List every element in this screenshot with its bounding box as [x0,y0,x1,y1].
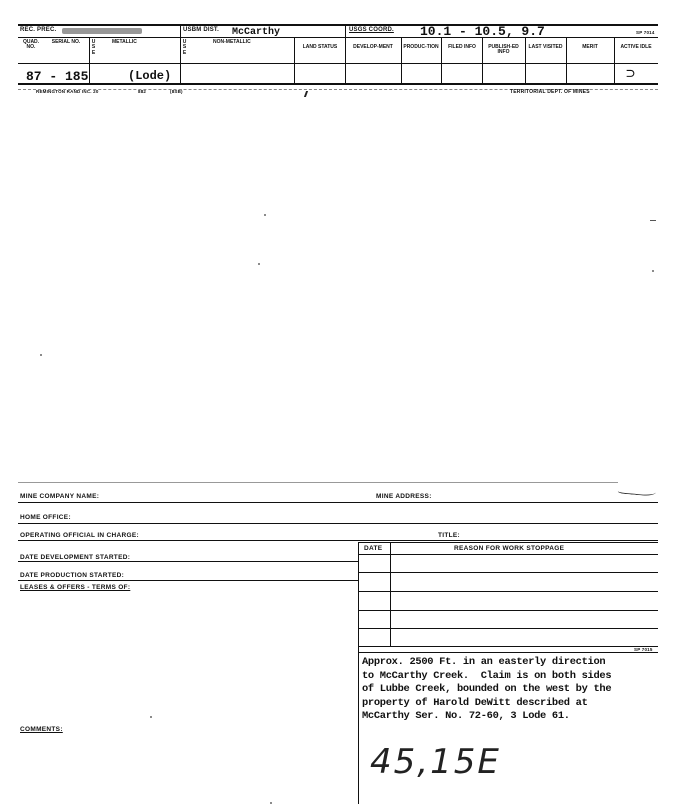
printer-label: REMINGTON RAND INC. 20 [36,89,99,94]
col-last-visited: LAST VISITED [528,44,563,50]
scan-dash [650,220,656,221]
leases-offers-label: LEASES & OFFERS - TERMS OF: [20,584,131,591]
date-production-label: DATE PRODUCTION STARTED: [20,572,125,579]
usbm-dist-value: McCarthy [232,27,281,38]
scan-speck [270,802,272,804]
stoppage-reason-header: REASON FOR WORK STOPPAGE [454,545,565,552]
col-filed-info: FILED INFO [448,44,476,50]
usgs-coord-label: USGS COORD. [349,27,394,33]
col-production: PRODUC-TION [403,44,439,50]
stoppage-date-header: DATE [364,545,383,552]
usgs-coord-value: 10.1 - 10.5, 9.7 [420,24,545,39]
handwritten-note: 45,15E [370,742,501,782]
description-line: of Lubbe Creek, bounded on the west by the [362,683,612,695]
code1-label: 882 [138,89,147,94]
description-line: Approx. 2500 Ft. in an easterly direction [362,656,606,668]
col-metallic: METALLIC [112,39,137,45]
col-serial-no: SERIAL NO. [51,39,81,45]
col-merit: MERIT [582,44,598,50]
tick-mark [304,91,308,97]
col-use-nonmetallic: USE [182,39,187,56]
comments-label: COMMENTS: [20,726,63,733]
code2-label: (8SB) [170,89,183,94]
col-published-info: PUBLISH-ED INFO [488,44,519,56]
col-quad-no: QUAD. NO. [22,39,40,51]
mine-company-label: MINE COMPANY NAME: [20,493,100,500]
claim-description [362,656,654,724]
usbm-dist-label: USBM DIST. [183,27,220,33]
department-label: TERRITORIAL DEPT. OF MINES [510,89,590,95]
record-quad-serial: 87 - 185 [26,69,89,84]
col-development: DEVELOP-MENT [353,44,393,50]
record-type: (Lode) [128,69,172,83]
col-nonmetallic: NON-METALLIC [213,39,251,45]
description-line: to McCarthy Creek. Claim is on both sides [362,669,612,682]
curved-stroke [618,482,657,496]
scan-speck [652,270,654,272]
stoppage-form-code: SP 7015 [634,647,653,652]
record-active-mark: ⊃ [626,66,636,83]
rec-prec-label: REC. PREC. [20,27,57,33]
scan-speck [264,214,266,216]
operating-official-label: OPERATING OFFICIAL IN CHARGE: [20,532,139,539]
col-use-metallic: USE [91,39,96,56]
mine-address-label: MINE ADDRESS: [376,493,432,500]
title-label: TITLE: [438,532,461,539]
rec-prec-redacted [62,28,142,34]
form-code-top: SP 7014 [636,30,655,35]
col-land-status: LAND STATUS [302,44,338,50]
scan-speck [258,263,260,265]
description-line: McCarthy Ser. No. 72-60, 3 Lode 61. [362,710,570,722]
description-line: property of Harold DeWitt described at [362,696,588,709]
scan-speck [150,716,152,718]
home-office-label: HOME OFFICE: [20,514,71,521]
scan-speck [40,354,42,356]
col-active-idle: ACTIVE IDLE [620,44,652,50]
date-development-label: DATE DEVELOPMENT STARTED: [20,554,131,561]
